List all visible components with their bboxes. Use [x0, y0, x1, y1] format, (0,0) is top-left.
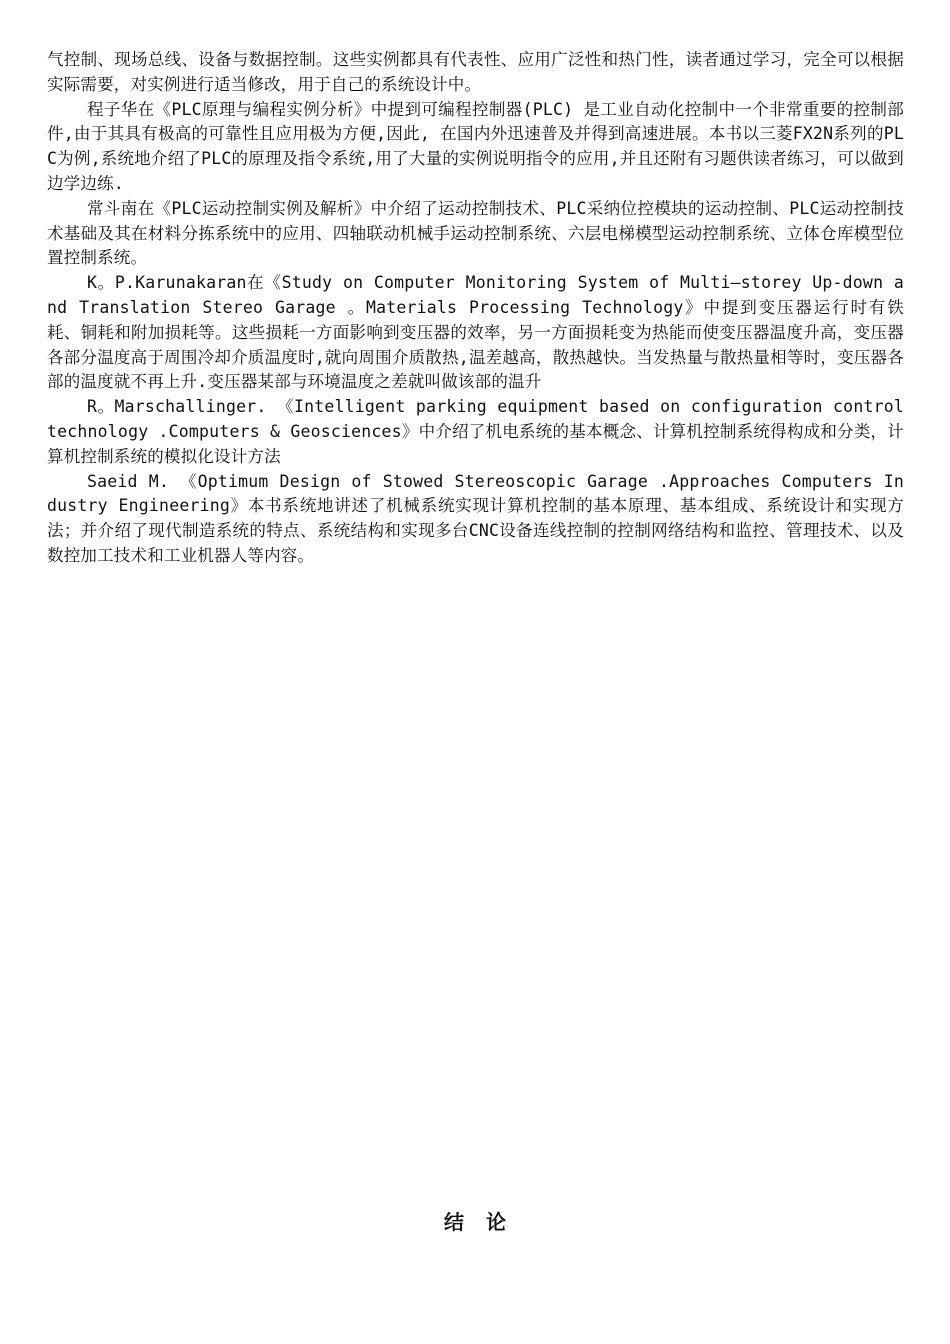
paragraph-karunakaran: K。P.Karunakaran在《Study on Computer Monitoring System of Multi—storey Up-down and Translation Stereo Garage 。Materials Processing Technology》中提到变压器运行时有铁耗、铜耗和附加损耗等。这些损耗一方面影响到变压器的效率，另一方面损耗变为热能而使变压器温度升高，变压器各部分温度高于周围冷却介质温度时,就向周围介质散热,温差越高，散热越快。当发热量与散热量相等时，变压器各部的温度就不再上升.变压器某部与环境温度之差就叫做该部的温升	[47, 273, 904, 392]
section-heading-conclusion: 结论	[444, 1210, 528, 1234]
paragraph-cheng-zihua: 程子华在《PLC原理与编程实例分析》中提到可编程控制器(PLC) 是工业自动化控制中一个非常重要的控制部件,由于其具有极高的可靠性且应用极为方便,因此, 在国内外迅速普及并得到高速进展。本书以三菱FX2N系列的PLC为例,系统地介绍了PLC的原理及指令系统,用了大量的实例说明指令的应用,并且还附有习题供读者练习，可以做到边学边练.	[47, 99, 904, 193]
paragraph-marschallinger: R。Marschallinger. 《Intelligent parking equipment based on configuration control technology .Computers & Geosciences》中介绍了机电系统的基本概念、计算机控制系统得构成和分类，计算机控制系统的模拟化设计方法	[47, 397, 904, 466]
paragraph-saeid: Saeid M. 《Optimum Design of Stowed Stereoscopic Garage .Approaches Computers Industry Engineering》本书系统地讲述了机械系统实现计算机控制的基本原理、基本组成、系统设计和实现方法；并介绍了现代制造系统的特点、系统结构和实现多台CNC设备连线控制的控制网络结构和监控、管理技术、以及数控加工技术和工业机器人等内容。	[47, 471, 904, 565]
paragraph-continuation: 气控制、现场总线、设备与数据控制。这些实例都具有代表性、应用广泛性和热门性，读者通过学习，完全可以根据实际需要，对实例进行适当修改，用于自己的系统设计中。	[47, 50, 904, 94]
document-body	[47, 48, 904, 569]
paragraph-chang-dounan: 常斗南在《PLC运动控制实例及解析》中介绍了运动控制技术、PLC采纳位控模块的运动控制、PLC运动控制技术基础及其在材料分拣系统中的应用、四轴联动机械手运动控制系统、六层电梯模型运动控制系统、立体仓库模型位置控制系统。	[47, 198, 904, 268]
